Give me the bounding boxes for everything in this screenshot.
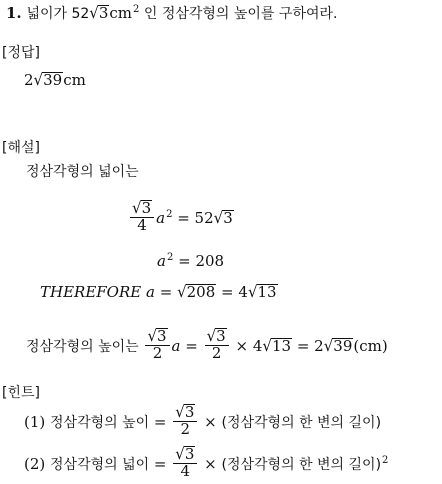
problem-unit: cm (109, 4, 133, 22)
answer-header: [정답] (2, 45, 40, 61)
eq1-fraction: $\frac{√3}{4}$ (130, 200, 154, 234)
problem-statement (6, 5, 337, 22)
solution-intro: 정삼각형의 넓이는 (26, 164, 139, 180)
problem-sqrt: √3 (89, 3, 109, 23)
height-equation: 정삼각형의 높이는 $\frac{√3}{2}$ a = $\frac{√3}{2}$ × 4√13 = 2√39(cm) (26, 326, 388, 362)
equation-3: THEREFORE a = √208 = 4√13 (40, 282, 277, 302)
answer-value: 2√39cm (24, 70, 86, 90)
equation-1: $\frac{√3}{4}$ $a^2 = 52√3$ (132, 198, 233, 234)
problem-unit-exp: 2 (133, 4, 140, 15)
hint-header: [힌트] (2, 385, 40, 401)
equation-2: $a^2 = 208$ (157, 252, 225, 270)
problem-number: 1. (6, 4, 22, 22)
answer-sqrt: √39 (33, 70, 63, 90)
problem-text-post: 인 정삼각형의 높이를 구하여라. (139, 6, 338, 22)
therefore-label: THEREFORE (40, 283, 142, 301)
hint-item-1: (1) 정삼각형의 높이 = $\frac{√3}{2}$ × (정삼각형의 한 변의 길이) (24, 402, 382, 438)
problem-text-pre: 넓이가 52 (26, 6, 90, 22)
solution-header: [해설] (2, 140, 40, 156)
hint-item-2: (2) 정삼각형의 넓이 = $\frac{√3}{4}$ × (정삼각형의 한 변의 길이)$^2$ (24, 444, 389, 480)
